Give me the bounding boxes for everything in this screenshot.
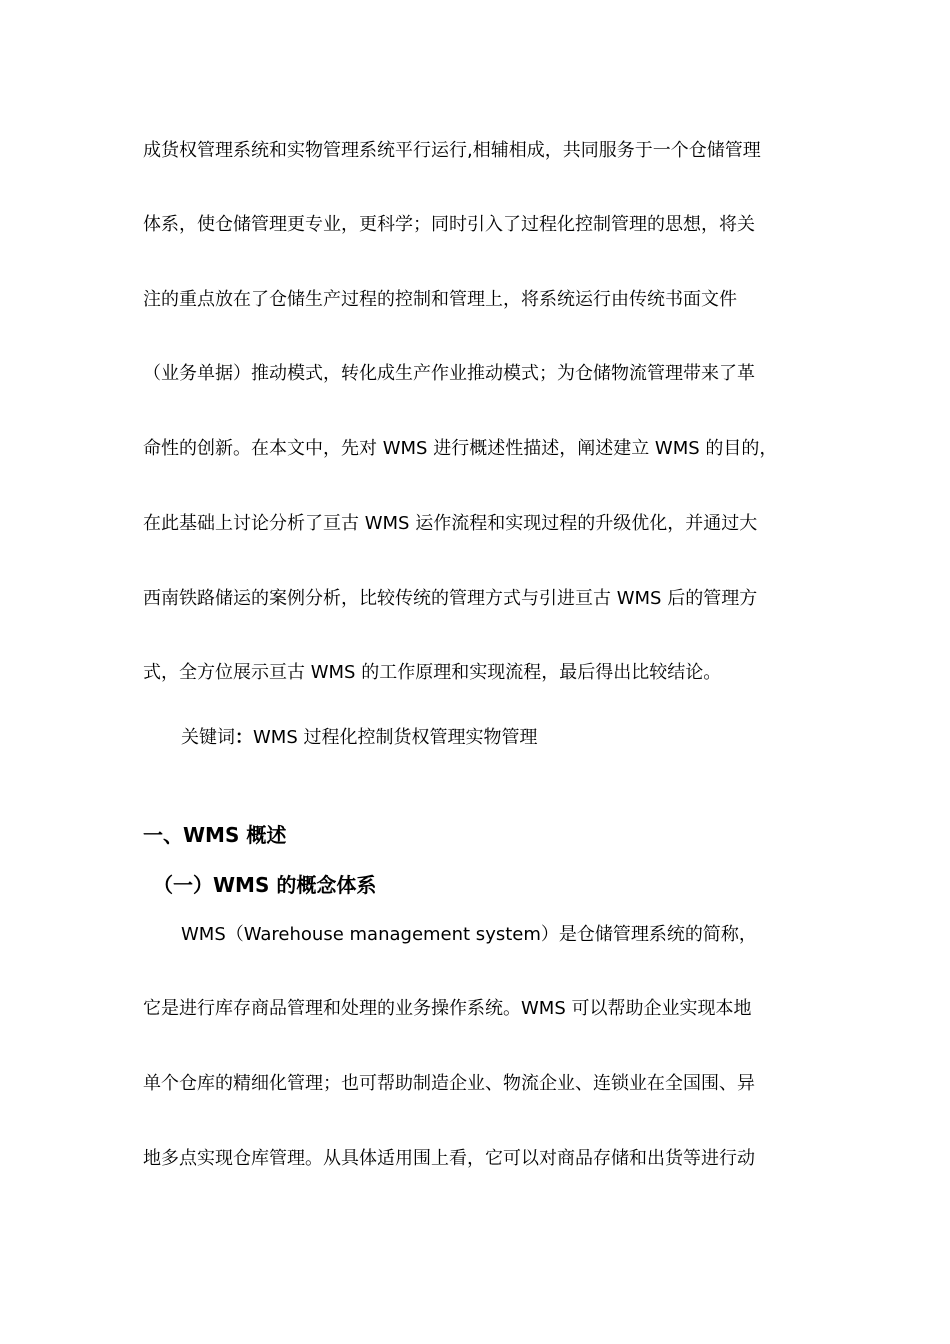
abstract-line-8: 式，全方位展示亘古 WMS 的工作原理和实现流程，最后得出比较结论。 bbox=[143, 662, 722, 683]
abstract-line-6: 在此基础上讨论分析了亘古 WMS 运作流程和实现过程的升级优化，并通过大 bbox=[143, 513, 758, 534]
keywords-line bbox=[181, 726, 861, 750]
keywords-colon: ： bbox=[235, 727, 253, 748]
keywords-label: 关键词 bbox=[181, 727, 235, 748]
abstract-line-5: 命性的创新。在本文中，先对 WMS 进行概述性描述，阐述建立 WMS 的目的， bbox=[143, 438, 778, 459]
body-line-1: WMS（Warehouse management system）是仓储管理系统的简称， bbox=[181, 924, 757, 945]
keywords-value: WMS 过程化控制货权管理实物管理 bbox=[253, 727, 538, 748]
subsection-heading: （一）WMS 的概念体系 bbox=[153, 873, 377, 897]
abstract-line-1: 成货权管理系统和实物管理系统平行运行,相辅相成，共同服务于一个仓储管理 bbox=[143, 140, 761, 161]
body-line-4: 地多点实现仓库管理。从具体适用围上看，它可以对商品存储和出货等进行动 bbox=[143, 1148, 755, 1169]
body-line-2: 它是进行库存商品管理和处理的业务操作系统。WMS 可以帮助企业实现本地 bbox=[143, 998, 752, 1019]
section-heading: 一、WMS 概述 bbox=[143, 823, 287, 847]
abstract-line-7: 西南铁路储运的案例分析，比较传统的管理方式与引进亘古 WMS 后的管理方 bbox=[143, 588, 758, 609]
body-line-3: 单个仓库的精细化管理；也可帮助制造企业、物流企业、连锁业在全国围、异 bbox=[143, 1073, 755, 1094]
abstract-line-4: （业务单据）推动模式，转化成生产作业推动模式；为仓储物流管理带来了革 bbox=[143, 363, 755, 384]
abstract-line-2: 体系，使仓储管理更专业，更科学；同时引入了过程化控制管理的思想，将关 bbox=[143, 214, 755, 235]
abstract-line-3: 注的重点放在了仓储生产过程的控制和管理上，将系统运行由传统书面文件 bbox=[143, 289, 737, 310]
